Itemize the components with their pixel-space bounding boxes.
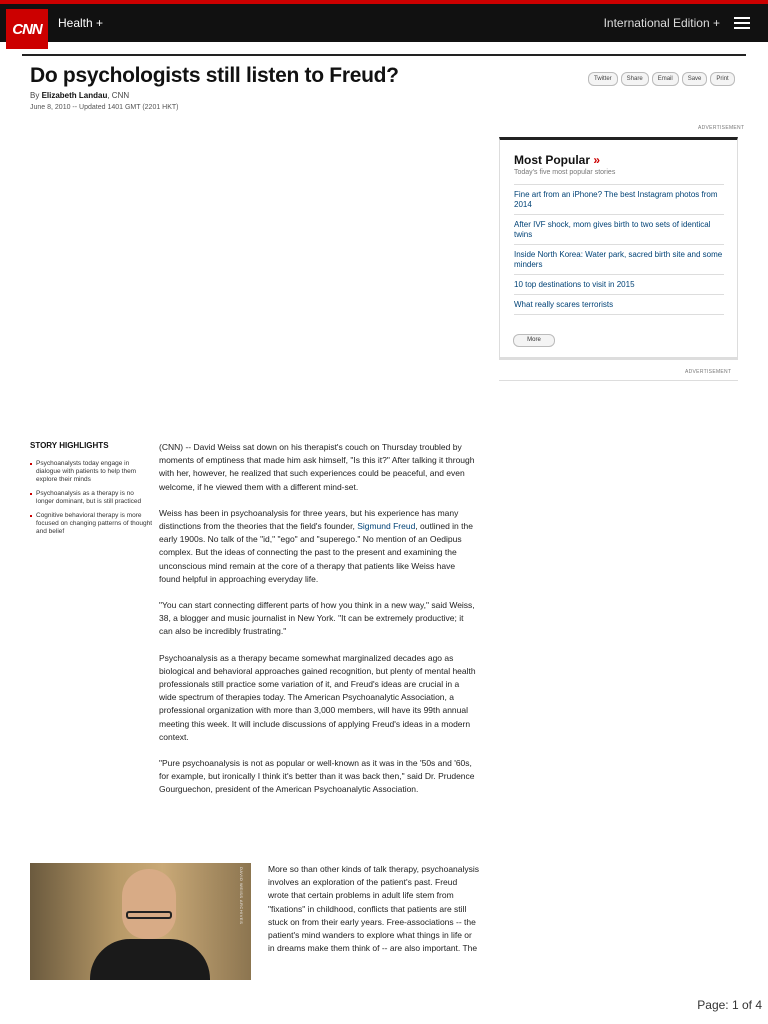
photo-subject-head [122,869,176,939]
more-button[interactable]: More [513,334,555,347]
most-popular-title-text: Most Popular [514,153,591,167]
hamburger-menu-icon[interactable] [734,17,750,29]
body-paragraph: "Pure psychoanalysis is not as popular or well-known as it was in the '50s and '60s, for example, but ironically I think it's better than it was back then," said Dr. Prudence Gourguechon, president of the American Psychoanalytic Association. [159,758,475,795]
most-popular-item[interactable]: What really scares terrorists [514,295,724,315]
cnn-logo[interactable]: CNN [6,9,48,49]
nav-section-health[interactable]: Health + [58,16,104,30]
double-chevron-icon: » [593,153,601,167]
highlight-item: Psychoanalysts today engage in dialogue with patients to help them explore their minds [30,460,152,484]
body-text: Weiss has been in psychoanalysis for three years, but his experience has many distinctions from the theories that the field's founder, [159,507,459,532]
nav-edition-selector[interactable]: International Edition + [603,16,720,30]
article-title: Do psychologists still listen to Freud? [30,64,399,87]
photo-credit: DAVID WEISS ARCHIVES [239,867,244,925]
body-paragraph: "You can start connecting different parts of how you think in a new way," said Weiss, 38, a blogger and music journalist in New York. "It can be extremely productive; it can also be incredibly frustrating." [159,600,475,637]
byline [30,91,129,100]
most-popular-item[interactable]: After IVF shock, mom gives birth to two sets of identical twins [514,215,724,245]
most-popular-item[interactable]: 10 top destinations to visit in 2015 [514,275,724,295]
most-popular-item[interactable]: Inside North Korea: Water park, sacred birth site and some minders [514,245,724,275]
email-button[interactable]: Email [652,72,679,86]
byline-outlet: , CNN [107,91,130,100]
most-popular-title[interactable] [514,153,600,167]
advertisement-label: ADVERTISEMENT [698,125,745,131]
body-paragraph: More so than other kinds of talk therapy, psychoanalysis involves an exploration of the patient's past. Freud wrote that certain problems in adult life stem from "fixations" in childhood, conflicts that patients are still stuck on from their early years. Free-associations -- the patient's mind wanders to explore what things in life or in dreams make them think of -- are also important. The [268,864,480,954]
story-highlights-heading: STORY HIGHLIGHTS [30,441,109,450]
save-button[interactable]: Save [682,72,708,86]
top-nav-bar [0,0,768,42]
author-link[interactable]: Elizabeth Landau [41,91,108,100]
highlight-item: Cognitive behavioral therapy is more focused on changing patterns of thought and belief [30,512,152,536]
most-popular-subtitle: Today's five most popular stories [514,169,616,176]
sigmund-freud-link[interactable]: Sigmund Freud [357,521,416,532]
header-divider [22,54,746,56]
photo-subject-shirt [90,939,210,980]
most-popular-list [514,184,724,315]
twitter-button[interactable]: Twitter [588,72,618,86]
share-toolbar [588,72,735,86]
most-popular-item[interactable]: Fine art from an iPhone? The best Instagram photos from 2014 [514,185,724,215]
article-photo[interactable] [30,863,251,980]
body-paragraph [159,507,477,586]
print-button[interactable]: Print [710,72,734,86]
story-highlights-list [30,460,152,542]
advertisement-label: ADVERTISEMENT [685,369,732,375]
article-body [159,441,477,810]
body-text: , outlined in the early 1900s. No talk of the "id," "ego" and "superego." No mention of an Oedipus complex. But the ideas of connecting the past to the present and examining the unconscious mind remain at the core of a therapy that patients like Weiss have found helpful in approaching everyday life. [159,521,473,584]
photo-subject-glasses [126,911,172,919]
page-indicator: Page: 1 of 4 [697,998,762,1012]
page-footer [0,981,768,1024]
article-body-continued [268,863,480,955]
body-paragraph: (CNN) -- David Weiss sat down on his therapist's couch on Thursday troubled by moments of emptiness that made him ask himself, "Is this it?" After talking it through with her, however, he realized that such experiences could be peaceful, and even welcome, if he viewed them with a different mind-set. [159,442,475,492]
most-popular-module [499,137,738,357]
highlight-item: Psychoanalysis as a therapy is no longer dominant, but is still practiced [30,490,152,506]
byline-prefix: By [30,91,42,100]
body-paragraph: Psychoanalysis as a therapy became somewhat marginalized decades ago as biological and behavioral approaches gained recognition, but plenty of mental health professionals still practice some variation of it, and Freud's ideas are crucial in a wide spectrum of therapies today. The American Psychoanalytic Association, a professional organization with more than 3,000 members, will have its 99th annual meeting this week. It will include discussions of applying Freud's ideas in a modern context. [159,652,476,742]
article-dateline: June 8, 2010 -- Updated 1401 GMT (2201 HKT) [30,104,179,111]
share-button[interactable]: Share [621,72,649,86]
